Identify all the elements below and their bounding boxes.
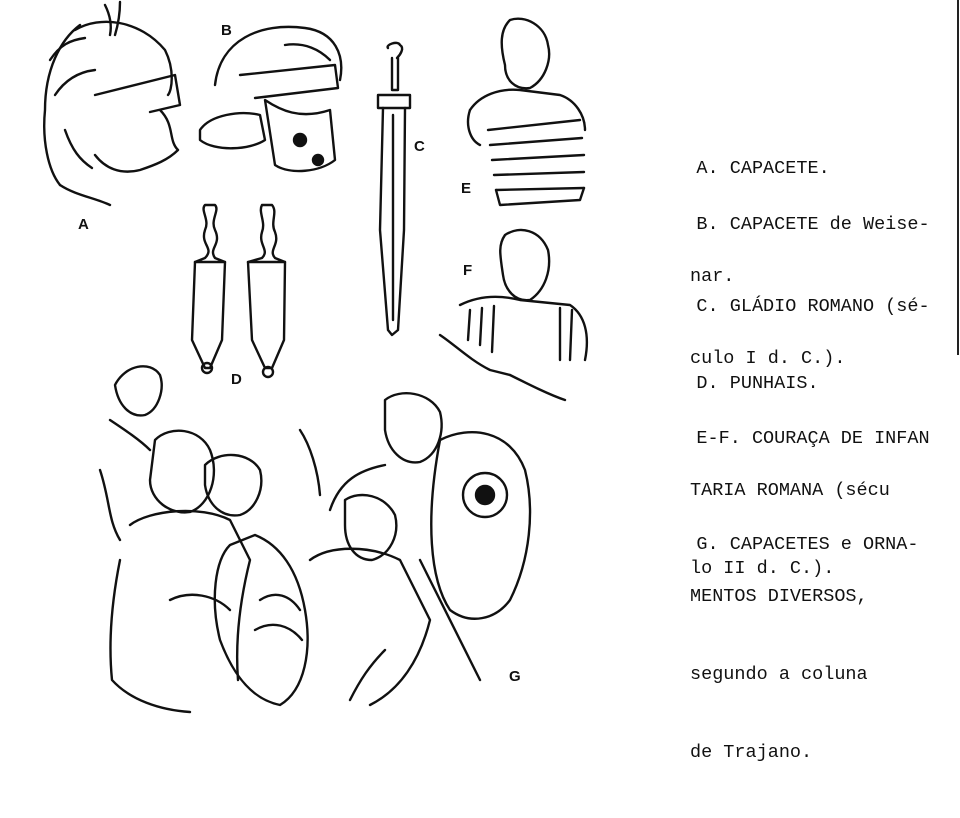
legend-letter: C. xyxy=(696,296,719,317)
daggers-d-drawing xyxy=(192,205,285,377)
legend-letter: A. xyxy=(696,158,719,179)
figure-letter-b: B xyxy=(221,22,232,39)
figure-letter-e: E xyxy=(461,180,472,197)
figure-letter-d: D xyxy=(231,371,242,388)
cuirass-e-drawing xyxy=(468,19,585,205)
legend-text: MENTOS DIVERSOS, xyxy=(690,586,868,607)
legend-letter: B. xyxy=(696,214,719,235)
legend-text: PUNHAIS. xyxy=(729,373,819,394)
legend-letter: D. xyxy=(696,373,719,394)
figure-letter-c: C xyxy=(414,138,425,155)
page-edge-line xyxy=(957,0,959,355)
legend-text: segundo a coluna xyxy=(690,664,868,685)
figure-letter-g: G xyxy=(509,668,521,685)
legend-text: CAPACETE. xyxy=(729,158,830,179)
legend-text: de Trajano. xyxy=(690,742,813,763)
helmet-b-drawing xyxy=(200,27,341,171)
legend-text: CAPACETE de Weise- xyxy=(729,214,930,235)
legend-letter: E-F. xyxy=(696,428,741,449)
gladius-c-drawing xyxy=(378,43,410,335)
legend xyxy=(652,0,952,761)
legend-text: CAPACETES e ORNA- xyxy=(729,534,919,555)
legend-text: nar. xyxy=(690,266,735,287)
legend-text: TARIA ROMANA (sécu xyxy=(690,480,890,501)
legend-entry-g xyxy=(652,506,918,818)
legend-text: COURAÇA DE INFAN xyxy=(751,428,930,449)
soldiers-g-drawing xyxy=(100,366,530,712)
cuirass-f-drawing xyxy=(440,230,587,400)
legend-text: GLÁDIO ROMANO (sé- xyxy=(729,296,930,317)
helmet-a-drawing xyxy=(44,2,180,205)
figure-letter-f: F xyxy=(463,262,473,279)
legend-text: lo II d. C.). xyxy=(690,558,835,579)
legend-letter: G. xyxy=(696,534,719,555)
legend-text: culo I d. C.). xyxy=(690,348,846,369)
figure-letter-a: A xyxy=(78,216,89,233)
